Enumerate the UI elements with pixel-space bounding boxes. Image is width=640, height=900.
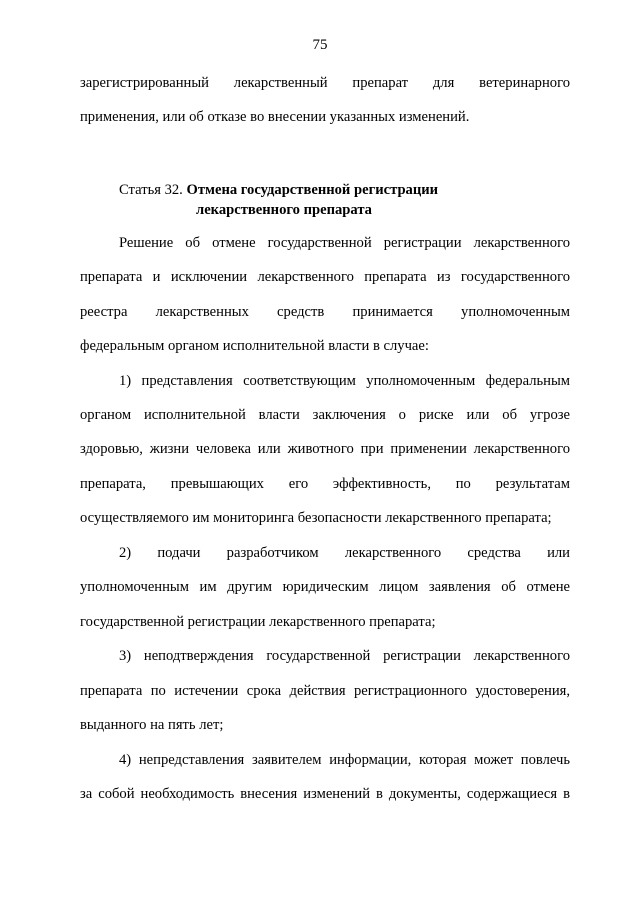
article-title-line-2: лекарственного препарата xyxy=(196,202,372,218)
item-3-line-2: препарата по истечении срока действия регистрационного удостоверения, xyxy=(80,683,570,699)
item-3-line-1: 3) неподтверждения государственной регистрации лекарственного xyxy=(119,648,570,664)
item-1-line-1: 1) представления соответствующим уполномоченным федеральным xyxy=(119,373,570,389)
paragraph-main-line-4: федеральным органом исполнительной власти в случае: xyxy=(80,338,429,354)
article-number: Статья 32. xyxy=(119,182,183,198)
article-heading xyxy=(119,181,438,199)
paragraph-main-line-1: Решение об отмене государственной регистрации лекарственного xyxy=(119,235,570,251)
page-number: 75 xyxy=(312,37,328,53)
paragraph-main-line-2: препарата и исключении лекарственного препарата из государственного xyxy=(80,269,570,285)
item-1-line-4: препарата, превышающих его эффективность, по результатам xyxy=(80,476,570,492)
article-title-line-1: Отмена государственной регистрации xyxy=(186,182,439,198)
item-2-line-2: уполномоченным им другим юридическим лицом заявления об отмене xyxy=(80,579,570,595)
item-1-line-3: здоровью, жизни человека или животного при применении лекарственного xyxy=(80,441,570,457)
item-1-line-5: осуществляемого им мониторинга безопасности лекарственного препарата; xyxy=(80,510,552,526)
item-1-line-2: органом исполнительной власти заключения о риске или об угрозе xyxy=(80,407,570,423)
item-2-line-3: государственной регистрации лекарственного препарата; xyxy=(80,614,436,630)
item-4-line-1: 4) непредставления заявителем информации, которая может повлечь xyxy=(119,752,570,768)
item-3-line-3: выданного на пять лет; xyxy=(80,717,224,733)
item-2-line-1: 2) подачи разработчиком лекарственного средства или xyxy=(119,545,570,561)
item-4-line-2: за собой необходимость внесения изменений в документы, содержащиеся в xyxy=(80,786,570,802)
intro-line-2: применения, или об отказе во внесении указанных изменений. xyxy=(80,109,470,125)
intro-line-1: зарегистрированный лекарственный препарат для ветеринарного xyxy=(80,75,570,91)
paragraph-main-line-3: реестра лекарственных средств принимается уполномоченным xyxy=(80,304,570,320)
